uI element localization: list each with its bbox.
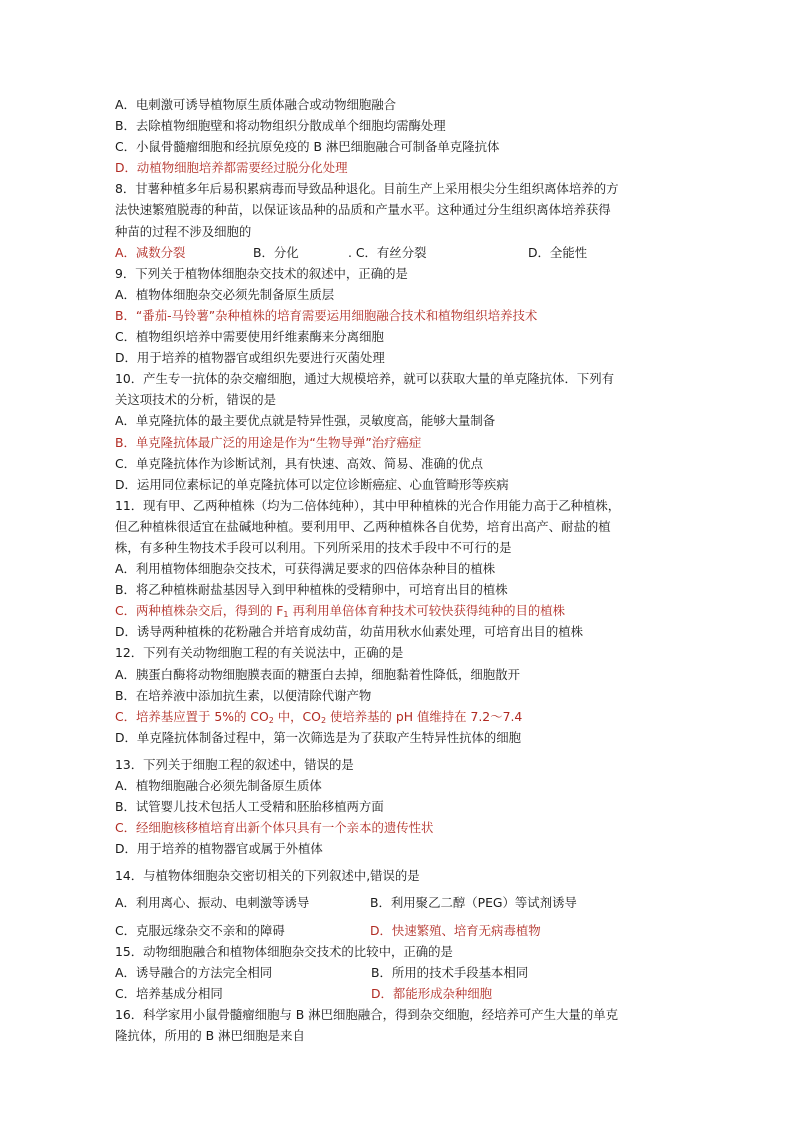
q7-option-a: A．电刺激可诱导植物原生质体融合或动物细胞融合	[115, 97, 397, 112]
q11-option-c-part-2: 再利用单倍体育种技术可较快获得纯种的目的植株	[288, 603, 566, 619]
q11-option-b: B．将乙种植株耐盐基因导入到甲种植株的受精卵中，可培育出目的植株	[115, 582, 508, 598]
q15-options-row-1	[115, 962, 685, 983]
q10-option-d: D．运用同位素标记的单克隆抗体可以定位诊断癌症、心血管畸形等疾病	[115, 476, 509, 492]
q8-option-c: . C．有丝分裂	[348, 244, 427, 260]
q10-option-a: A．单克隆抗体的最主要优点就是特异性强，灵敏度高，能够大量制备	[115, 413, 496, 429]
q14-options-row-1	[115, 892, 685, 913]
q14-options-row-2	[115, 920, 685, 941]
q14-option-d: D．快速繁殖、培育无病毒植物	[370, 922, 541, 938]
q11-option-c-subscript: 1	[283, 610, 289, 620]
q13-option-b: B．试管婴儿技术包括人工受精和胚胎移植两方面	[115, 799, 384, 815]
q12-option-c-subscript-2: 2	[320, 715, 327, 725]
q8-option-d: D．全能性	[528, 244, 588, 260]
q11-option-a: A．利用植物体细胞杂交技术，可获得满足要求的四倍体杂种目的植株	[115, 561, 496, 577]
q7-option-d: D．动植物细胞培养都需要经过脱分化处理	[115, 160, 348, 176]
q12-option-c	[115, 706, 685, 727]
q15-option-a: A．诱导融合的方法完全相同	[115, 964, 273, 980]
q13-option-c: C．经细胞核移植培育出新个体只具有一个亲本的遗传性状	[115, 820, 434, 836]
q14-option-a: A．利用离心、振动、电刺激等诱导	[115, 895, 310, 911]
q11-option-c-part-1: C．两种植株杂交后，得到的 F	[115, 603, 284, 619]
q11-option-c	[115, 600, 685, 621]
q12-option-c-part-1: C．培养基应置于 5%的 CO	[115, 708, 269, 724]
q14-option-b: B．利用聚乙二醇（PEG）等试剂诱导	[370, 895, 577, 911]
q12-stem: 12．下列有关动物细胞工程的有关说法中，正确的是	[115, 645, 404, 661]
q13-stem: 13．下列关于细胞工程的叙述中，错误的是	[115, 756, 354, 772]
q11-stem-line-2: 但乙种植株很适宜在盐碱地种植。要利用甲、乙两种植株各自优势，培育出高产、耐盐的植	[115, 518, 611, 534]
q10-stem-line-1: 10．产生专一抗体的杂交瘤细胞，通过大规模培养，就可以获取大量的单克隆抗体．下列有	[115, 371, 615, 387]
q8-options	[115, 242, 685, 263]
q14-option-c: C．克服远缘杂交不亲和的障碍	[115, 922, 285, 938]
q12-option-d: D．单克隆抗体制备过程中，第一次筛选是为了获取产生特异性抗体的细胞	[115, 729, 522, 745]
q9-option-d: D．用于培养的植物器官或组织先要进行灭菌处理	[115, 350, 385, 366]
q9-option-c: C．植物组织培养中需要使用纤维素酶来分离细胞	[115, 329, 384, 345]
q14-stem: 14．与植物体细胞杂交密切相关的下列叙述中,错误的是	[115, 868, 420, 884]
q9-option-b: B．“番茄-马铃薯”杂种植株的培育需要运用细胞融合技术和植物组织培养技术	[115, 307, 538, 323]
q7-option-b: B．去除植物细胞壁和将动物组织分散成单个细胞均需酶处理	[115, 118, 446, 134]
q12-option-c-part-3: 使培养基的 pH 值维持在 7.2～7.4	[326, 708, 523, 724]
q10-option-c: C．单克隆抗体作为诊断试剂，具有快速、高效、简易、准确的优点	[115, 455, 483, 471]
q8-option-a: A．减数分裂	[115, 244, 186, 260]
question-sheet	[115, 94, 685, 1046]
q8-stem-line-1: 8．甘薯种植多年后易积累病毒而导致品种退化。目前生产上采用根尖分生组织离体培养的方	[115, 181, 619, 197]
q16-stem-line-2: 隆抗体，所用的 B 淋巴细胞是来自	[115, 1028, 305, 1044]
q12-option-c-subscript-1: 2	[268, 715, 274, 725]
q15-option-c: C．培养基成分相同	[115, 985, 223, 1001]
q15-options-row-2	[115, 983, 685, 1004]
q15-stem: 15．动物细胞融合和植物体细胞杂交技术的比较中，正确的是	[115, 943, 453, 959]
q16-stem-line-1: 16．科学家用小鼠骨髓瘤细胞与 B 淋巴细胞融合，得到杂交细胞，经培养可产生大量的单克	[115, 1006, 618, 1022]
q8-stem-line-3: 种苗的过程不涉及细胞的	[115, 223, 252, 239]
q15-option-d: D．都能形成杂种细胞	[371, 985, 493, 1001]
q11-stem-line-1: 11．现有甲、乙两种植株（均为二倍体纯种），其中甲种植株的光合作用能力高于乙种植株，	[115, 497, 621, 513]
q9-stem: 9．下列关于植物体细胞杂交技术的叙述中，正确的是	[115, 265, 408, 281]
q7-option-c: C．小鼠骨髓瘤细胞和经抗原免疫的 B 淋巴细胞融合可制备单克隆抗体	[115, 139, 500, 155]
q12-option-c-part-2: 中，CO	[273, 708, 321, 724]
q8-stem-line-2: 法快速繁殖脱毒的种苗，以保证该品种的品质和产量水平。这种通过分生组织离体培养获得	[115, 202, 611, 218]
q12-option-b: B．在培养液中添加抗生素，以便清除代谢产物	[115, 687, 372, 703]
q12-option-a: A．胰蛋白酶将动物细胞膜表面的糖蛋白去掉，细胞黏着性降低，细胞散开	[115, 666, 520, 682]
q13-option-a: A．植物细胞融合必须先制备原生质体	[115, 778, 322, 793]
q11-option-d: D．诱导两种植株的花粉融合并培育成幼苗，幼苗用秋水仙素处理，可培育出目的植株	[115, 624, 583, 640]
q15-option-b: B．所用的技术手段基本相同	[371, 964, 529, 980]
q11-stem-line-3: 株，有多种生物技术手段可以利用。下列所采用的技术手段中不可行的是	[115, 539, 512, 555]
q9-option-a: A．植物体细胞杂交必须先制备原生质层	[115, 286, 335, 302]
q10-stem-line-2: 关这项技术的分析，错误的是	[115, 392, 277, 408]
q13-option-d: D．用于培养的植物器官或属于外植体	[115, 841, 323, 857]
q10-option-b: B．单克隆抗体最广泛的用途是作为“生物导弹”治疗癌症	[115, 434, 422, 450]
q8-option-b: B．分化	[253, 244, 299, 260]
